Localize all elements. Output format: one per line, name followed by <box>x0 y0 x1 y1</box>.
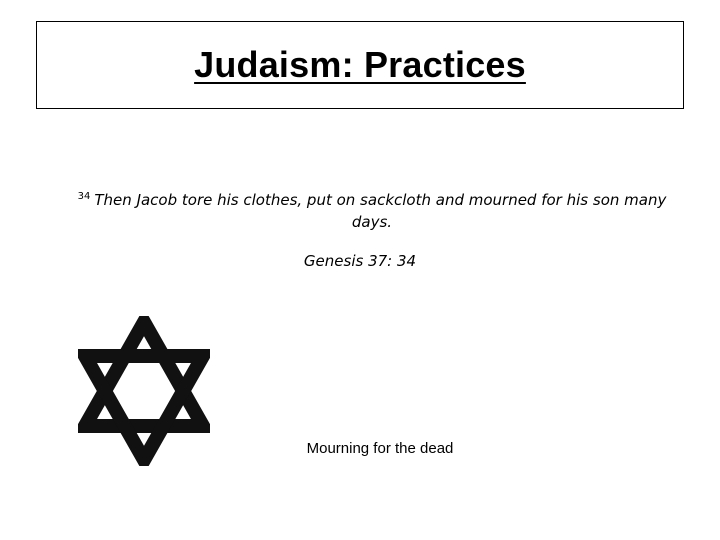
verse-text: Then Jacob tore his clothes, put on sackcloth and mourned for his son many days. <box>94 191 667 231</box>
title-box <box>36 21 684 109</box>
star-of-david-icon <box>78 316 210 466</box>
verse-citation: Genesis 37: 34 <box>303 252 417 270</box>
slide-title: Judaism: Practices <box>194 44 526 85</box>
verse-block <box>72 186 672 233</box>
image-caption: Mourning for the dead <box>306 440 454 457</box>
verse-number: 34 <box>77 191 91 202</box>
